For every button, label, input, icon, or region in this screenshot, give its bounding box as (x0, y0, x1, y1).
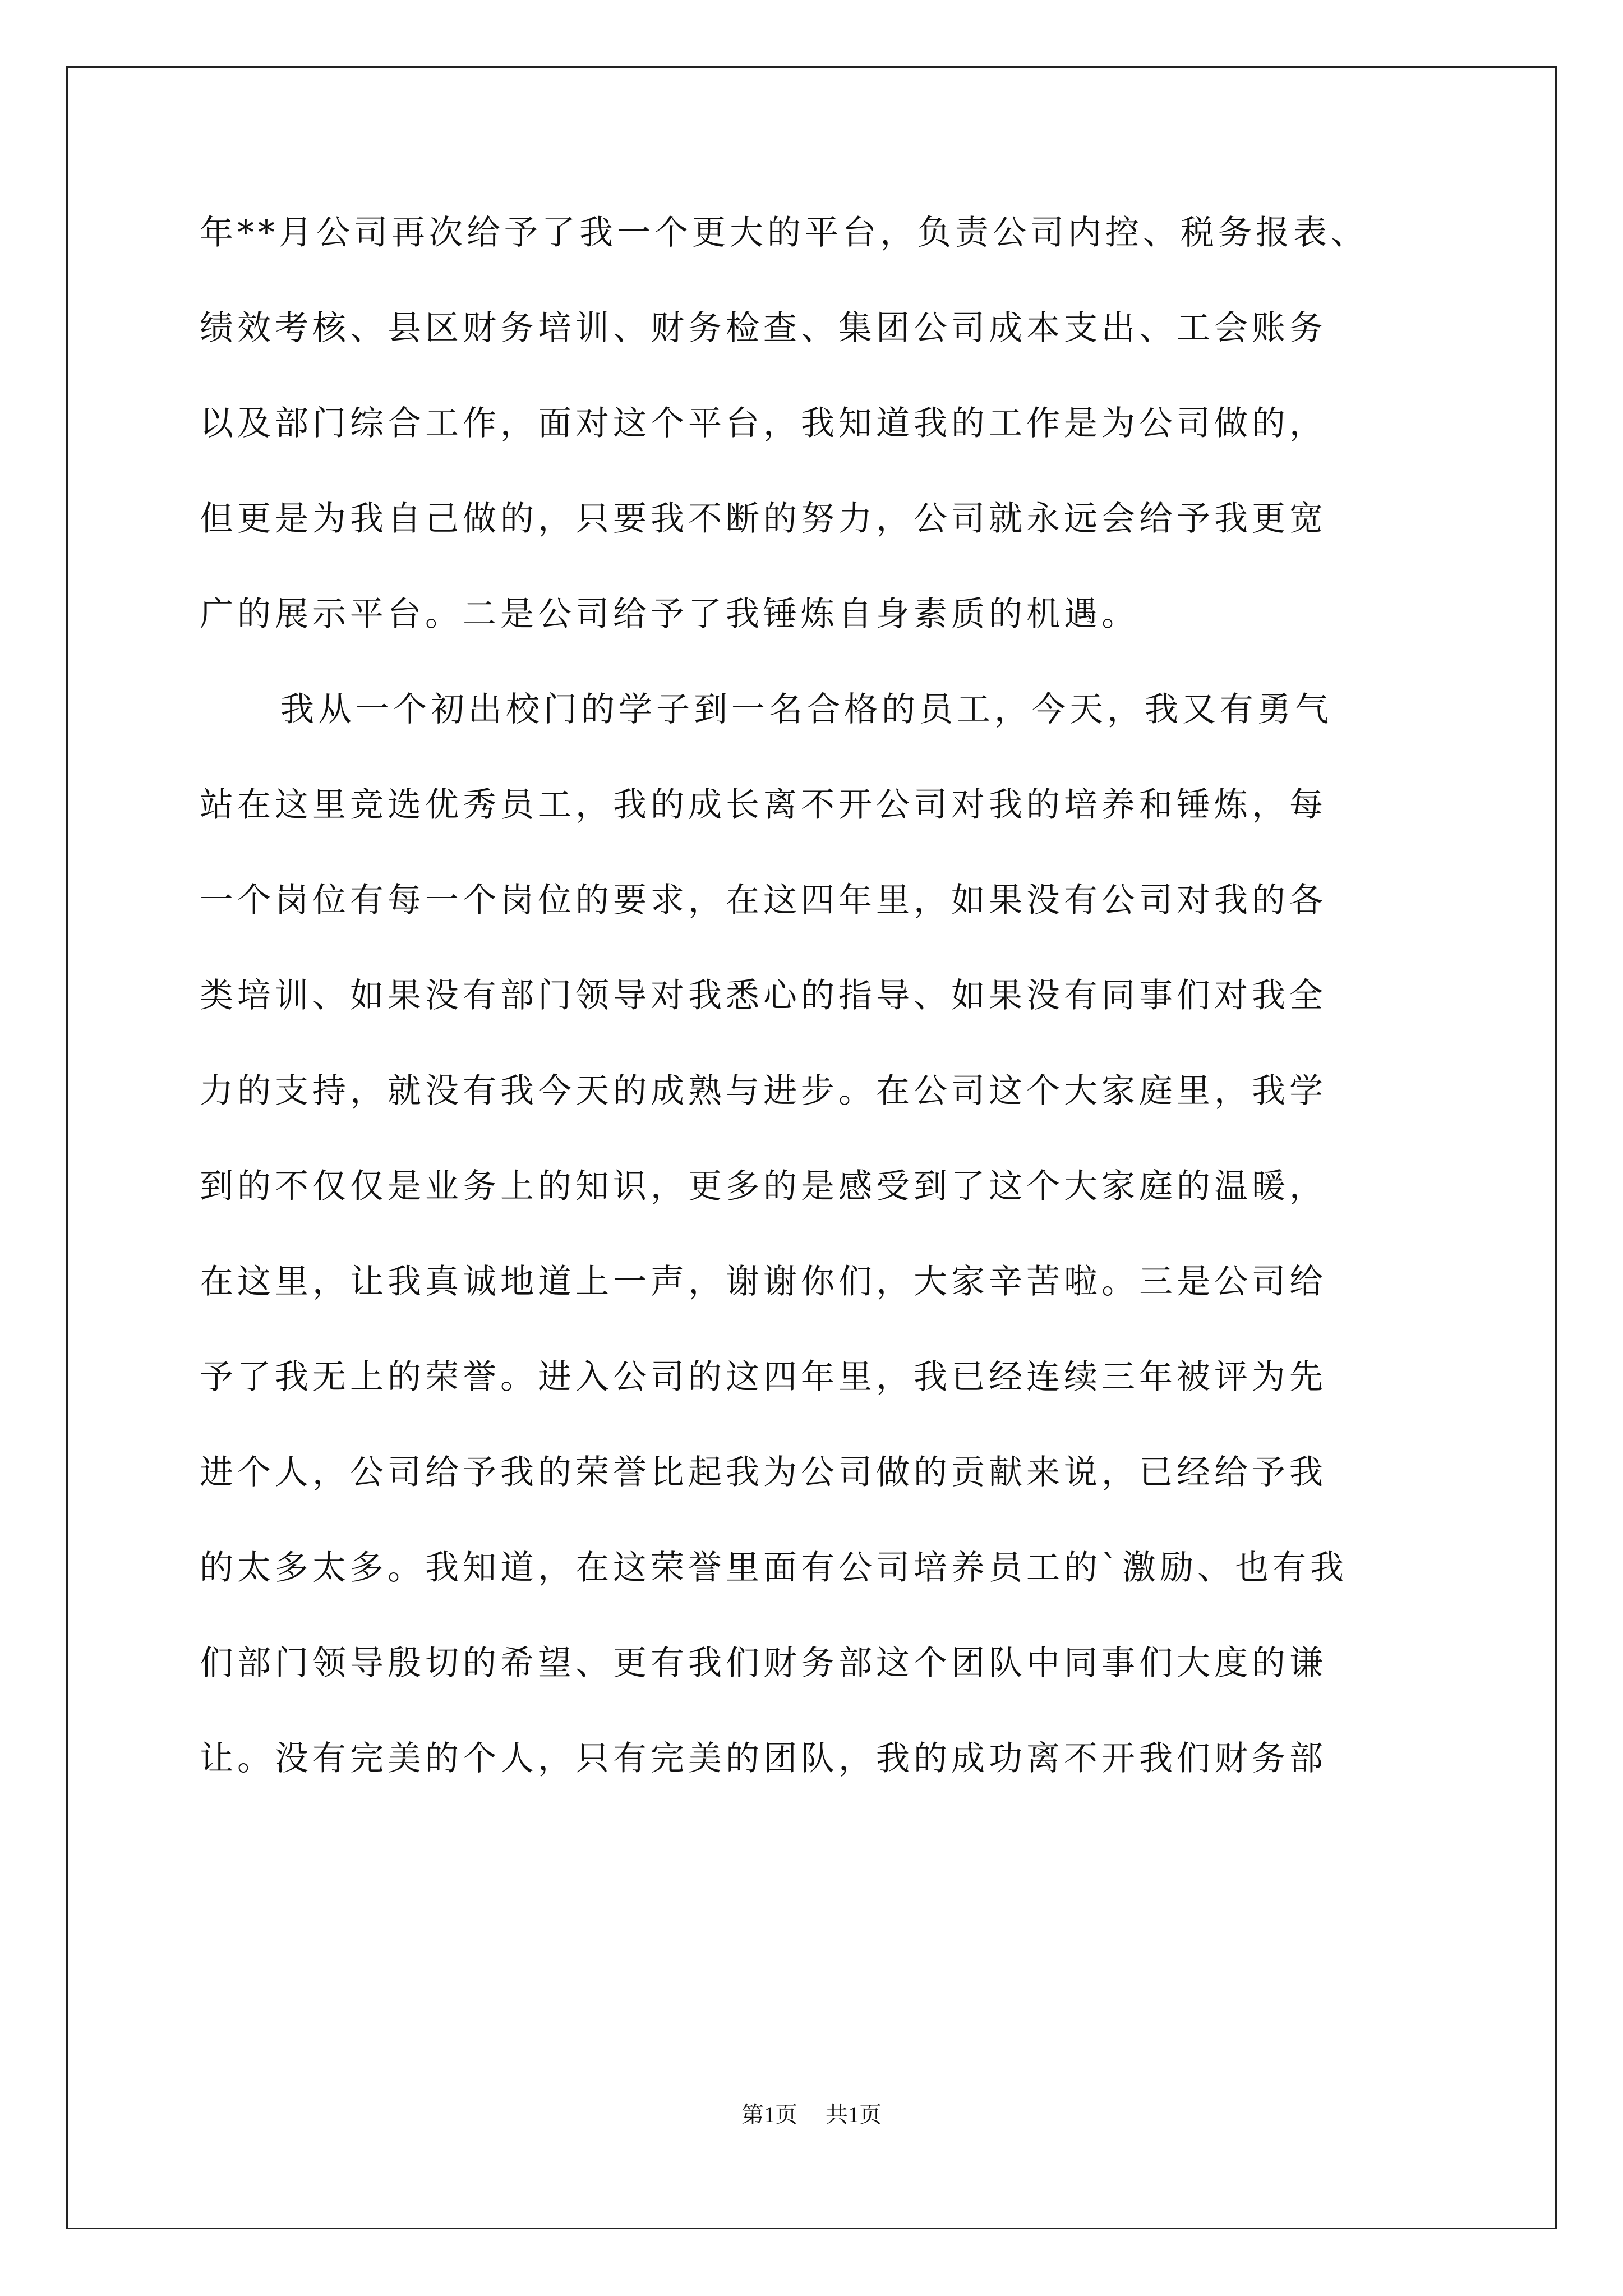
text-line: 广的展示平台。二是公司给予了我锤炼自身素质的机遇。 (200, 595, 1139, 634)
text-line: 在这里，让我真诚地道上一声，谢谢你们，大家辛苦啦。三是公司给 (200, 1262, 1327, 1301)
paragraph-first-line: 我从一个初出校门的学子到一名合格的员工，今天，我又有勇气 (280, 690, 1332, 729)
page-number: 第1页 (741, 2102, 797, 2127)
text-line: 一个岗位有每一个岗位的要求，在这四年里，如果没有公司对我的各 (200, 881, 1327, 920)
text-line: 站在这里竞选优秀员工，我的成长离不开公司对我的培养和锤炼，每 (200, 785, 1327, 825)
text-line: 予了我无上的荣誉。进入公司的这四年里，我已经连续三年被评为先 (200, 1358, 1327, 1397)
text-line: 以及部门综合工作，面对这个平台，我知道我的工作是为公司做的， (200, 404, 1327, 443)
text-line: 类培训、如果没有部门领导对我悉心的指导、如果没有同事们对我全 (200, 976, 1327, 1015)
text-line: 绩效考核、县区财务培训、财务检查、集团公司成本支出、工会账务 (200, 309, 1327, 348)
text-line: 但更是为我自己做的，只要我不断的努力，公司就永远会给予我更宽 (200, 499, 1327, 539)
text-line: 年**月公司再次给予了我一个更大的平台，负责公司内控、税务报表、 (200, 213, 1368, 252)
page-total: 共1页 (826, 2102, 882, 2127)
page-footer (0, 2101, 1623, 2129)
text-line: 到的不仅仅是业务上的知识，更多的是感受到了这个大家庭的温暖， (200, 1167, 1327, 1206)
text-line: 力的支持，就没有我今天的成熟与进步。在公司这个大家庭里，我学 (200, 1071, 1327, 1111)
page-border (66, 66, 1557, 2229)
text-line: 进个人，公司给予我的荣誉比起我为公司做的贡献来说，已经给予我 (200, 1453, 1327, 1492)
text-line: 们部门领导殷切的希望、更有我们财务部这个团队中同事们大度的谦 (200, 1644, 1327, 1683)
text-line: 的太多太多。我知道，在这荣誉里面有公司培养员工的`激励、也有我 (200, 1548, 1348, 1588)
text-line: 让。没有完美的个人，只有完美的团队，我的成功离不开我们财务部 (200, 1739, 1327, 1778)
